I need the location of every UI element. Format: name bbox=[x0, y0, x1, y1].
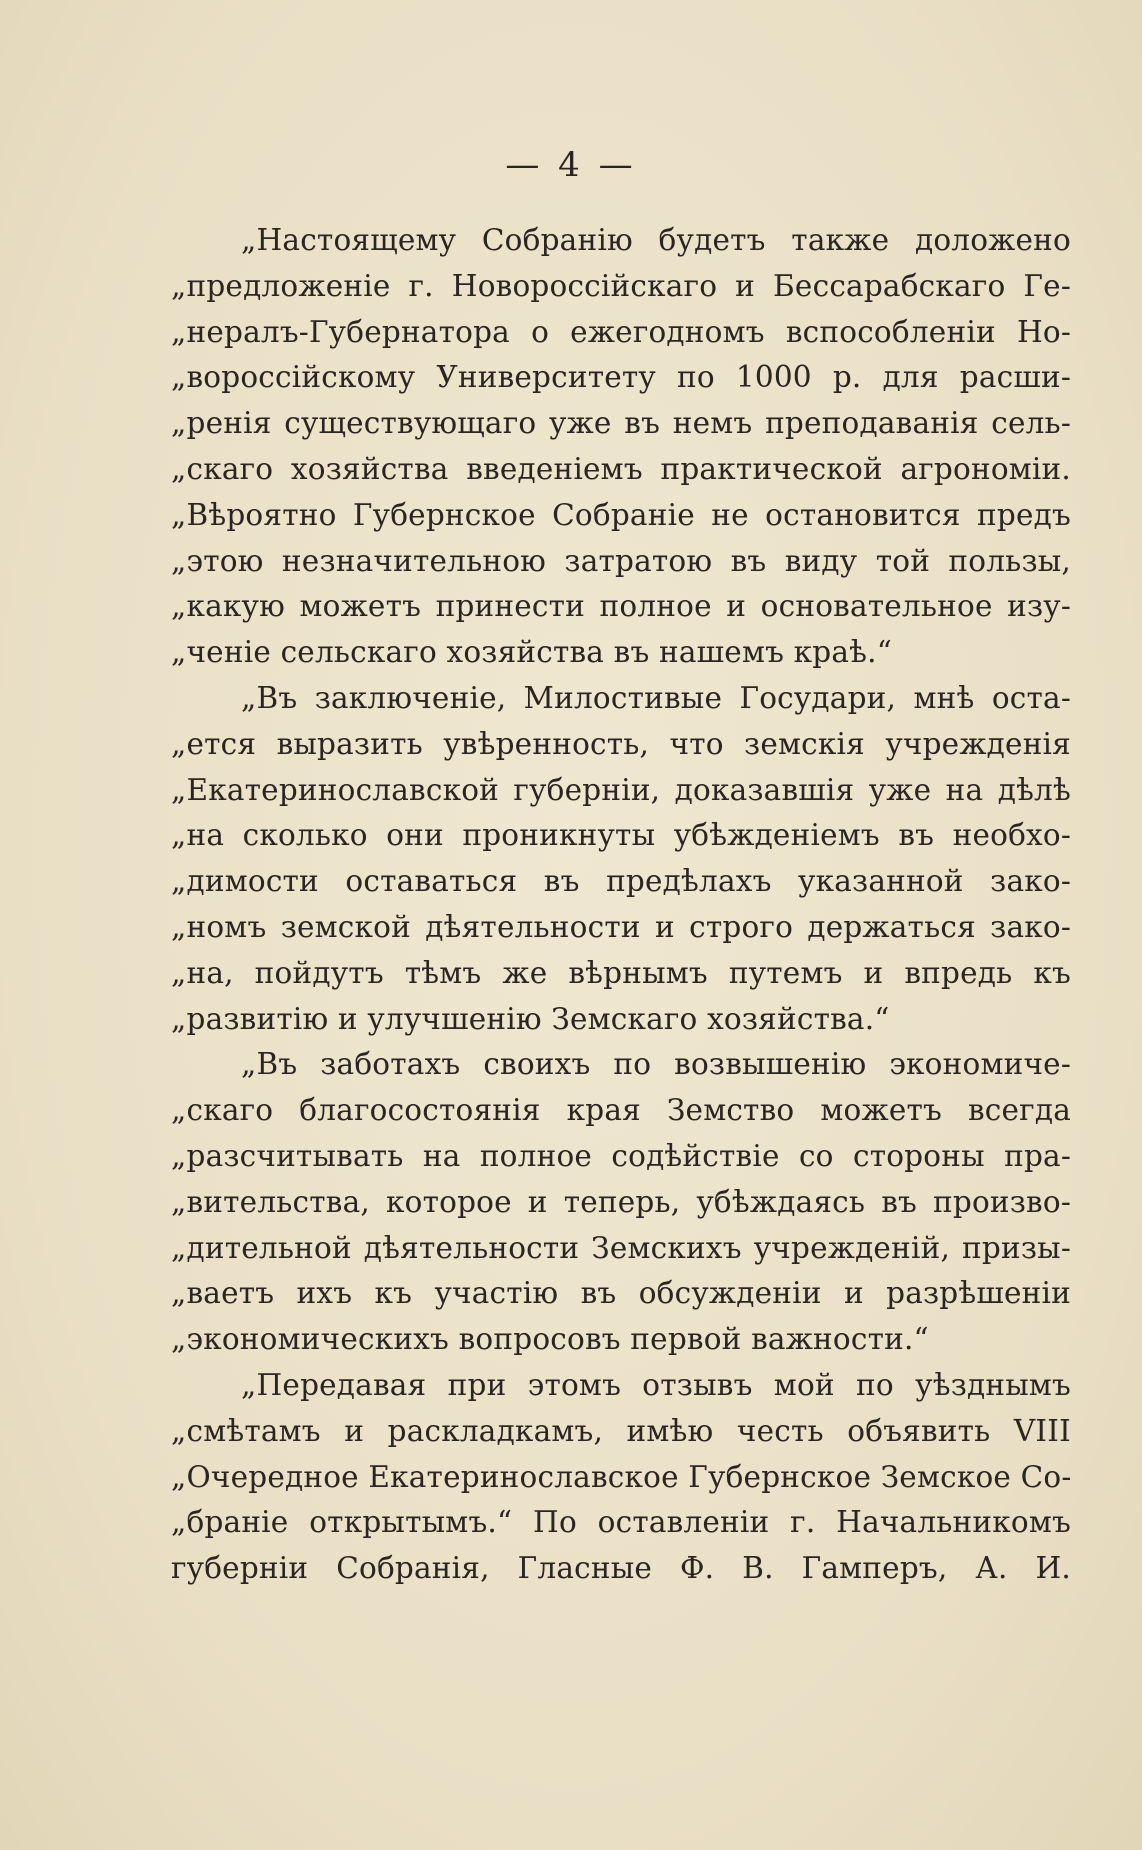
text-line: „смѣтамъ и раскладкамъ, имѣю честь объявить VIII bbox=[171, 1413, 1071, 1448]
page-number: — 4 — bbox=[505, 145, 637, 185]
text-line: „скаго хозяйства введеніемъ практической агрономіи. bbox=[171, 451, 1071, 486]
text-line: „димости оставаться въ предѣлахъ указанной зако- bbox=[171, 864, 1071, 899]
text-line: „номъ земской дѣятельности и строго держаться зако- bbox=[171, 909, 1071, 944]
text-line: „дительной дѣятельности Земскихъ учрежденій, призы- bbox=[171, 1230, 1071, 1265]
text-line: „предложеніе г. Новороссійскаго и Бессарабскаго Ге- bbox=[171, 268, 1071, 303]
text-line: „Передавая при этомъ отзывъ мой по уѣзднымъ bbox=[241, 1367, 1071, 1402]
text-line: „Въ заботахъ своихъ по возвышенію экономиче- bbox=[241, 1047, 1071, 1082]
text-line: „ренія существующаго уже въ немъ преподаванія сель- bbox=[171, 406, 1071, 441]
text-line: губерніи Собранія, Гласные Ф. В. Гамперъ, А. И. bbox=[171, 1551, 1071, 1586]
text-line: „вительства, которое и теперь, убѣждаясь въ произво- bbox=[171, 1184, 1071, 1219]
text-line: „браніе открытымъ.“ По оставленіи г. Начальникомъ bbox=[171, 1505, 1071, 1540]
text-line: „Екатеринославской губерніи, доказавшія уже на дѣлѣ bbox=[171, 772, 1071, 807]
text-line: „экономическихъ вопросовъ первой важности.“ bbox=[171, 1322, 929, 1357]
text-line: „вороссійскому Университету по 1000 р. для расши- bbox=[171, 360, 1071, 395]
text-line: „развитію и улучшенію Земскаго хозяйства.“ bbox=[171, 1001, 890, 1036]
text-line: „Въ заключеніе, Милостивые Государи, мнѣ оста- bbox=[241, 680, 1071, 715]
text-line: „Вѣроятно Губернское Собраніе не остановится предъ bbox=[171, 497, 1071, 532]
text-line: „этою незначительною затратою въ виду той пользы, bbox=[171, 543, 1071, 578]
text-line: „ется выразить увѣренность, что земскія учрежденія bbox=[171, 726, 1071, 761]
text-line: „Настоящему Собранію будетъ также доложено bbox=[241, 223, 1071, 257]
text-line: „скаго благосостоянія края Земство можетъ всегда bbox=[171, 1093, 1071, 1128]
text-line: „разсчитывать на полное содѣйствіе со стороны пра- bbox=[171, 1138, 1071, 1173]
text-line: „нералъ-Губернатора о ежегодномъ вспособленіи Но- bbox=[171, 314, 1071, 349]
body-text bbox=[171, 218, 1071, 1592]
text-line: „на сколько они проникнуты убѣжденіемъ въ необхо- bbox=[171, 818, 1071, 853]
text-line: „ваетъ ихъ къ участію въ обсужденіи и разрѣшеніи bbox=[171, 1276, 1071, 1311]
text-line: „Очередное Екатеринославское Губернское Земское Со- bbox=[171, 1459, 1072, 1494]
text-line: „ченіе сельскаго хозяйства въ нашемъ краѣ.“ bbox=[171, 635, 893, 670]
text-line: „на, пойдутъ тѣмъ же вѣрнымъ путемъ и впредь къ bbox=[171, 955, 1071, 990]
text-line: „какую можетъ принести полное и основательное изу- bbox=[171, 589, 1071, 624]
